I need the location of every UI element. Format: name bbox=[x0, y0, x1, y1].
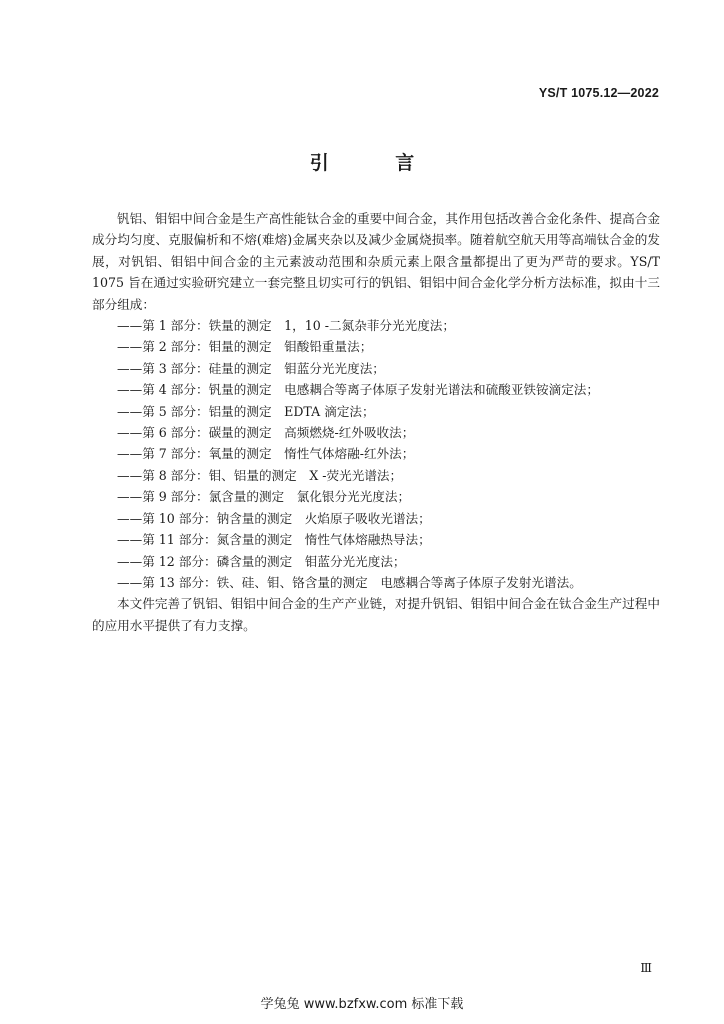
footer-watermark: 学兔兔 www.bzfxw.com 标准下载 bbox=[260, 997, 464, 1012]
list-item: ——第 2 部分：钼量的测定 钼酸铅重量法； bbox=[117, 339, 373, 355]
page-number: Ⅲ bbox=[640, 961, 652, 975]
list-item: ——第 1 部分：铁量的测定 1，10 -二氮杂菲分光光度法； bbox=[117, 318, 455, 334]
parts-list bbox=[92, 315, 660, 593]
list-item: ——第 10 部分：钠含量的测定 火焰原子吸收光谱法； bbox=[117, 510, 431, 526]
standard-code: YS/T 1075.12—2022 bbox=[538, 86, 659, 100]
list-item: ——第 6 部分：碳量的测定 高频燃烧-红外吸收法； bbox=[117, 425, 415, 441]
list-item: ——第 12 部分：磷含量的测定 钼蓝分光光度法； bbox=[117, 553, 406, 569]
list-item: ——第 9 部分：氯含量的测定 氯化银分光光度法； bbox=[117, 489, 411, 505]
list-item: ——第 8 部分：钼、铝量的测定 X -荧光光谱法； bbox=[117, 467, 403, 483]
page-title: 引 言 bbox=[309, 152, 445, 174]
closing-paragraph: 本文件完善了钒铝、钼铝中间合金的生产产业链，对提升钒铝、钼铝中间合金在钛合金生产过程中的应用水平提供了有力支撑。 bbox=[92, 596, 660, 633]
list-item: ——第 3 部分：硅量的测定 钼蓝分光光度法； bbox=[117, 360, 385, 376]
list-item: ——第 7 部分：氧量的测定 惰性气体熔融-红外法； bbox=[117, 446, 415, 462]
document-body bbox=[92, 208, 660, 636]
list-item: ——第 11 部分：氮含量的测定 惰性气体熔融热导法； bbox=[117, 532, 431, 548]
intro-paragraph: 钒铝、钼铝中间合金是生产高性能钛合金的重要中间合金，其作用包括改善合金化条件、提高合金成分均匀度、克服偏析和不熔(难熔)金属夹杂以及减少金属烧损率。随着航空航天用等高端钛合金的发展，对钒铝、钼铝中间合金的主元素波动范围和杂质元素上限含量都提出了更为严苛的要求。YS/T 1075 旨在通过实验研究建立一套完整且切实可行的钒铝、钼铝中间合金化学分析方法标准，拟由十三部分组成： bbox=[92, 211, 660, 312]
list-item: ——第 13 部分：铁、硅、钼、铬含量的测定 电感耦合等离子体原子发射光谱法。 bbox=[117, 574, 582, 590]
list-item: ——第 4 部分：钒量的测定 电感耦合等离子体原子发射光谱法和硫酸亚铁铵滴定法； bbox=[117, 382, 599, 398]
list-item: ——第 5 部分：铝量的测定 EDTA 滴定法； bbox=[117, 403, 375, 419]
